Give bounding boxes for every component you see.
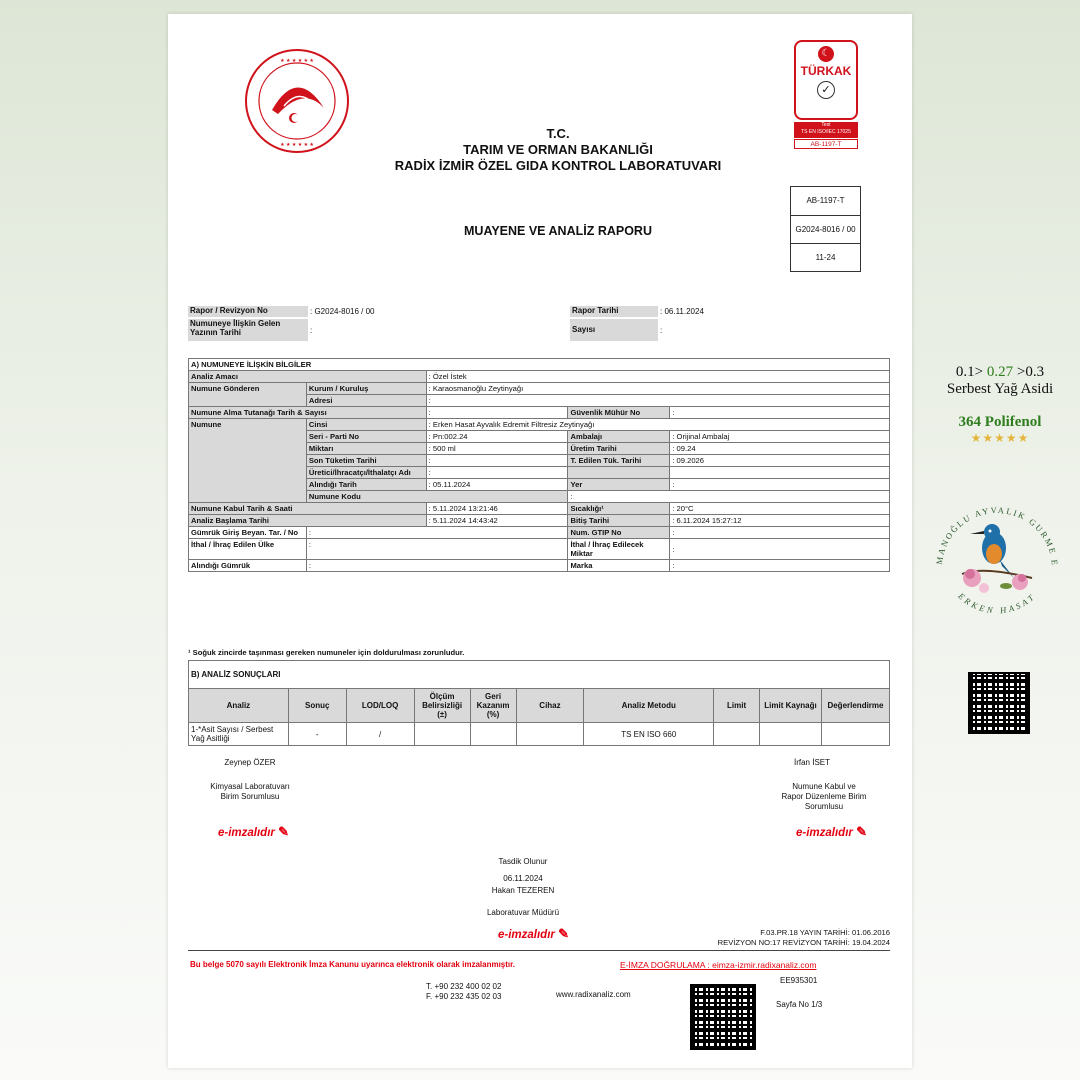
skt-label: Son Tüketim Tarihi: [306, 455, 426, 467]
form-line1: F.03.PR.18 YAYIN TARİHİ: 01.06.2016: [760, 928, 890, 937]
gumruk-giris-label: Gümrük Giriş Beyan. Tar. / No: [189, 527, 307, 539]
marka-label: Marka: [568, 560, 670, 572]
result-limit-kaynagi: [760, 723, 822, 746]
kabul-label: Numune Kabul Tarih & Saati: [189, 503, 427, 515]
result-row: [189, 723, 890, 746]
sicaklik: : 20°C: [670, 503, 890, 515]
gelen-label: Numuneye İlişkin Gelen Yazının Tarihi: [188, 319, 308, 341]
rapor-tarihi-label: Rapor Tarihi: [570, 306, 658, 317]
tasdik-title: Laboratuvar Müdürü: [486, 908, 560, 917]
rapor-no-label: Rapor / Revizyon No: [188, 306, 308, 317]
left-signer-title1: Kimyasal Laboratuvarı: [210, 782, 290, 791]
section-b-title: B) ANALİZ SONUÇLARI: [189, 661, 890, 689]
uretim: : 09.24: [670, 443, 890, 455]
alindigi-gumruk-label: Alındığı Gümrük: [189, 560, 307, 572]
yer-label: Yer: [568, 479, 670, 491]
report-title: MUAYENE VE ANALİZ RAPORU: [464, 224, 652, 238]
lab-name: RADİX İZMİR ÖZEL GIDA KONTROL LABORATUVARI: [394, 158, 722, 173]
result-degerlendirme: [821, 723, 889, 746]
result-sonuc: -: [288, 723, 346, 746]
ulke-label: İthal / İhraç Edilen Ülke: [189, 539, 307, 560]
turkak-label: TÜRKAK: [800, 64, 852, 78]
contact-info: [426, 982, 501, 1002]
side-qr-code: [968, 672, 1030, 734]
header-limit-kaynagi: Limit Kaynağı: [760, 689, 822, 723]
page-number: Sayfa No 1/3: [776, 1000, 823, 1009]
alma-label: Numune Alma Tutanağı Tarih & Sayısı: [189, 407, 427, 419]
pen-icon: ✎: [856, 824, 867, 839]
header-belirsizlik: Ölçüm Belirsizliği (±): [414, 689, 470, 723]
marka: :: [670, 560, 890, 572]
analiz-amaci: : Özel İstek: [426, 371, 889, 383]
header-cihaz: Cihaz: [516, 689, 584, 723]
ambalaj: : Orijinal Ambalaj: [670, 431, 890, 443]
alindigi-gumruk: :: [306, 560, 568, 572]
sicaklik-label: Sıcaklığı¹: [568, 503, 670, 515]
code-1: AB-1197-T: [791, 187, 860, 216]
phone: T. +90 232 400 02 02: [426, 982, 502, 991]
section-a-title: A) NUMUNEYE İLİŞKİN BİLGİLER: [189, 359, 890, 371]
approval-block: [468, 856, 578, 919]
code-3: 11-24: [815, 253, 836, 263]
result-limit: [714, 723, 760, 746]
svg-text:★ ★ ★ ★ ★ ★: ★ ★ ★ ★ ★ ★: [280, 142, 314, 148]
guvenlik-label: Güvenlik Mühür No: [568, 407, 670, 419]
header-sonuc: Sonuç: [288, 689, 346, 723]
uretim-label: Üretim Tarihi: [568, 443, 670, 455]
report-code-box: [790, 186, 861, 272]
ministry-heading: [288, 126, 828, 174]
tasdik-label: Tasdik Olunur: [498, 857, 548, 866]
rating-stars: ★★★★★: [970, 431, 1030, 445]
turkak-code: AB-1197-T: [794, 139, 858, 149]
left-signature: [190, 758, 310, 802]
qr-code: [690, 984, 756, 1050]
alma: :: [426, 407, 568, 419]
acidity-info: [920, 364, 1080, 398]
ithal-miktar: :: [670, 539, 890, 560]
range-value: 0.27: [986, 364, 1014, 380]
pen-icon: ✎: [558, 926, 569, 941]
adres: :: [426, 395, 889, 407]
header-lodloq: LOD/LOQ: [346, 689, 414, 723]
ulke: :: [306, 539, 568, 560]
ambalaj-label: Ambalajı: [568, 431, 670, 443]
verify-code: EE935301: [780, 976, 818, 985]
polyphenol-value: 364 Polifenol: [958, 414, 1042, 430]
result-cihaz: [516, 723, 584, 746]
turkak-sub1: Test: [821, 122, 831, 128]
svg-text:ERKEN HASAT: [956, 590, 1038, 615]
header-degerlendirme: Değerlendirme: [821, 689, 889, 723]
right-signer-title1: Numune Kabul ve: [792, 782, 856, 791]
sayisi: :: [660, 326, 663, 335]
yer: :: [670, 479, 890, 491]
verify-link[interactable]: E-İMZA DOĞRULAMA : eimza-izmir.radixanaliz.com: [620, 960, 817, 970]
rapor-no: : G2024-8016 / 00: [310, 307, 375, 316]
tedilen: : 09.2026: [670, 455, 890, 467]
right-signature: [764, 758, 884, 812]
pen-icon: ✎: [278, 824, 289, 839]
alindigi-label: Alındığı Tarih: [306, 479, 426, 491]
adres-label: Adresi: [306, 395, 426, 407]
kurum-label: Kurum / Kuruluş: [306, 383, 426, 395]
polyphenol-info: [920, 414, 1080, 446]
sample-info-table: [188, 358, 890, 572]
tedilen-label: T. Edilen Tük. Tarihi: [568, 455, 670, 467]
crescent-icon: ☾: [818, 46, 834, 62]
tasdik-date: 06.11.2024: [503, 874, 543, 883]
right-signer-title2: Rapor Düzenleme Birim: [781, 792, 867, 801]
range-label: Serbest Yağ Asidi: [946, 381, 1054, 397]
sayisi-label: Sayısı: [570, 319, 658, 341]
rapor-tarihi: : 06.11.2024: [660, 307, 704, 316]
center-esig: e-imzalıdır ✎: [498, 926, 569, 941]
kodu-label: Numune Kodu: [306, 491, 568, 503]
footer-divider: [188, 950, 890, 951]
header-limit: Limit: [714, 689, 760, 723]
gonderen-label: Numune Gönderen: [189, 383, 307, 407]
gtip-label: Num. GTIP No: [568, 527, 670, 539]
fax: F. +90 232 435 02 03: [426, 992, 502, 1001]
cold-chain-note: ¹ Soğuk zincirde taşınması gereken numuneler için doldurulması zorunludur.: [188, 648, 465, 657]
result-belirsizlik: [414, 723, 470, 746]
gelen: :: [310, 326, 313, 335]
form-line2: REVİZYON NO:17 REVİZYON TARİHİ: 19.04.2024: [717, 938, 890, 947]
bitis-label: Bitiş Tarihi: [568, 515, 670, 527]
ithal-miktar-label: İthal / İhraç Edilecek Miktar: [568, 539, 670, 560]
cinsi: : Erken Hasat Ayvalık Edremit Filtresiz Zeytinyağı: [426, 419, 889, 431]
seri: : Pn:002.24: [426, 431, 568, 443]
baslama-label: Analiz Başlama Tarihi: [189, 515, 427, 527]
tasdik-name: Hakan TEZEREN: [491, 886, 555, 895]
result-lodloq: /: [346, 723, 414, 746]
left-esig: e-imzalıdır ✎: [218, 824, 289, 839]
miktar: : 500 ml: [426, 443, 568, 455]
brand-arc-bottom: ERKEN HASAT: [956, 590, 1038, 616]
bitis: : 6.11.2024 15:27:12: [670, 515, 890, 527]
analysis-results-table: [188, 660, 890, 746]
uretici: :: [426, 467, 568, 479]
website[interactable]: www.radixanaliz.com: [556, 990, 631, 999]
seri-label: Seri - Parti No: [306, 431, 426, 443]
magnolia-flower-icon: [962, 569, 1032, 593]
brand-logo: [922, 478, 1072, 638]
gtip: :: [670, 527, 890, 539]
header-metod: Analiz Metodu: [584, 689, 714, 723]
alindigi: : 05.11.2024: [426, 479, 568, 491]
check-icon: ✓: [817, 81, 835, 99]
analiz-amaci-label: Analiz Amacı: [189, 371, 427, 383]
report-document: [168, 14, 912, 1068]
code-2: G2024-8016 / 00: [791, 216, 860, 245]
guvenlik: :: [670, 407, 890, 419]
numune-label: Numune: [189, 419, 307, 503]
kabul: : 5.11.2024 13:21:46: [426, 503, 568, 515]
right-signer-name: İrfan İSET: [794, 758, 831, 767]
form-info: [688, 928, 890, 948]
header-analiz: Analiz: [189, 689, 289, 723]
ministry-name: TARIM VE ORMAN BAKANLIĞI: [463, 142, 653, 157]
left-signer-name: Zeynep ÖZER: [224, 758, 276, 767]
right-esig: e-imzalıdır ✎: [796, 824, 867, 839]
kodu: :: [568, 491, 890, 503]
gumruk-giris: :: [306, 527, 568, 539]
cinsi-label: Cinsi: [306, 419, 426, 431]
baslama: : 5.11.2024 14:43:42: [426, 515, 568, 527]
result-analiz: 1-*Asit Sayısı / Serbest Yağ Asitliği: [189, 723, 289, 746]
kingfisher-bird-icon: [970, 524, 1014, 578]
uretici-label: Üretici/İhracatçı/İthalatçı Adı: [306, 467, 426, 479]
svg-text:★ ★ ★ ★ ★ ★: ★ ★ ★ ★ ★ ★: [280, 58, 314, 64]
result-metod: TS EN ISO 660: [584, 723, 714, 746]
turkak-sub2: TS EN ISO/IEC 17025: [801, 129, 851, 135]
range-low: 0.1>: [955, 364, 984, 380]
header-geri-kazanim: Geri Kazanım (%): [470, 689, 516, 723]
brand-arc-top: MANOĞLU AYVALIK GURME E: [933, 504, 1061, 568]
miktar-label: Miktarı: [306, 443, 426, 455]
report-meta: [188, 306, 888, 354]
result-geri-kazanim: [470, 723, 516, 746]
left-signer-title2: Birim Sorumlusu: [220, 792, 280, 801]
range-high: >0.3: [1016, 364, 1045, 380]
law-statement: Bu belge 5070 sayılı Elektronik İmza Kanunu uyarınca elektronik olarak imzalanmıştır.: [190, 960, 516, 969]
tc-label: T.C.: [546, 126, 570, 141]
skt: :: [426, 455, 568, 467]
right-signer-title3: Sorumlusu: [804, 802, 844, 811]
kurum: : Karaosmanoğlu Zeytinyağı: [426, 383, 889, 395]
